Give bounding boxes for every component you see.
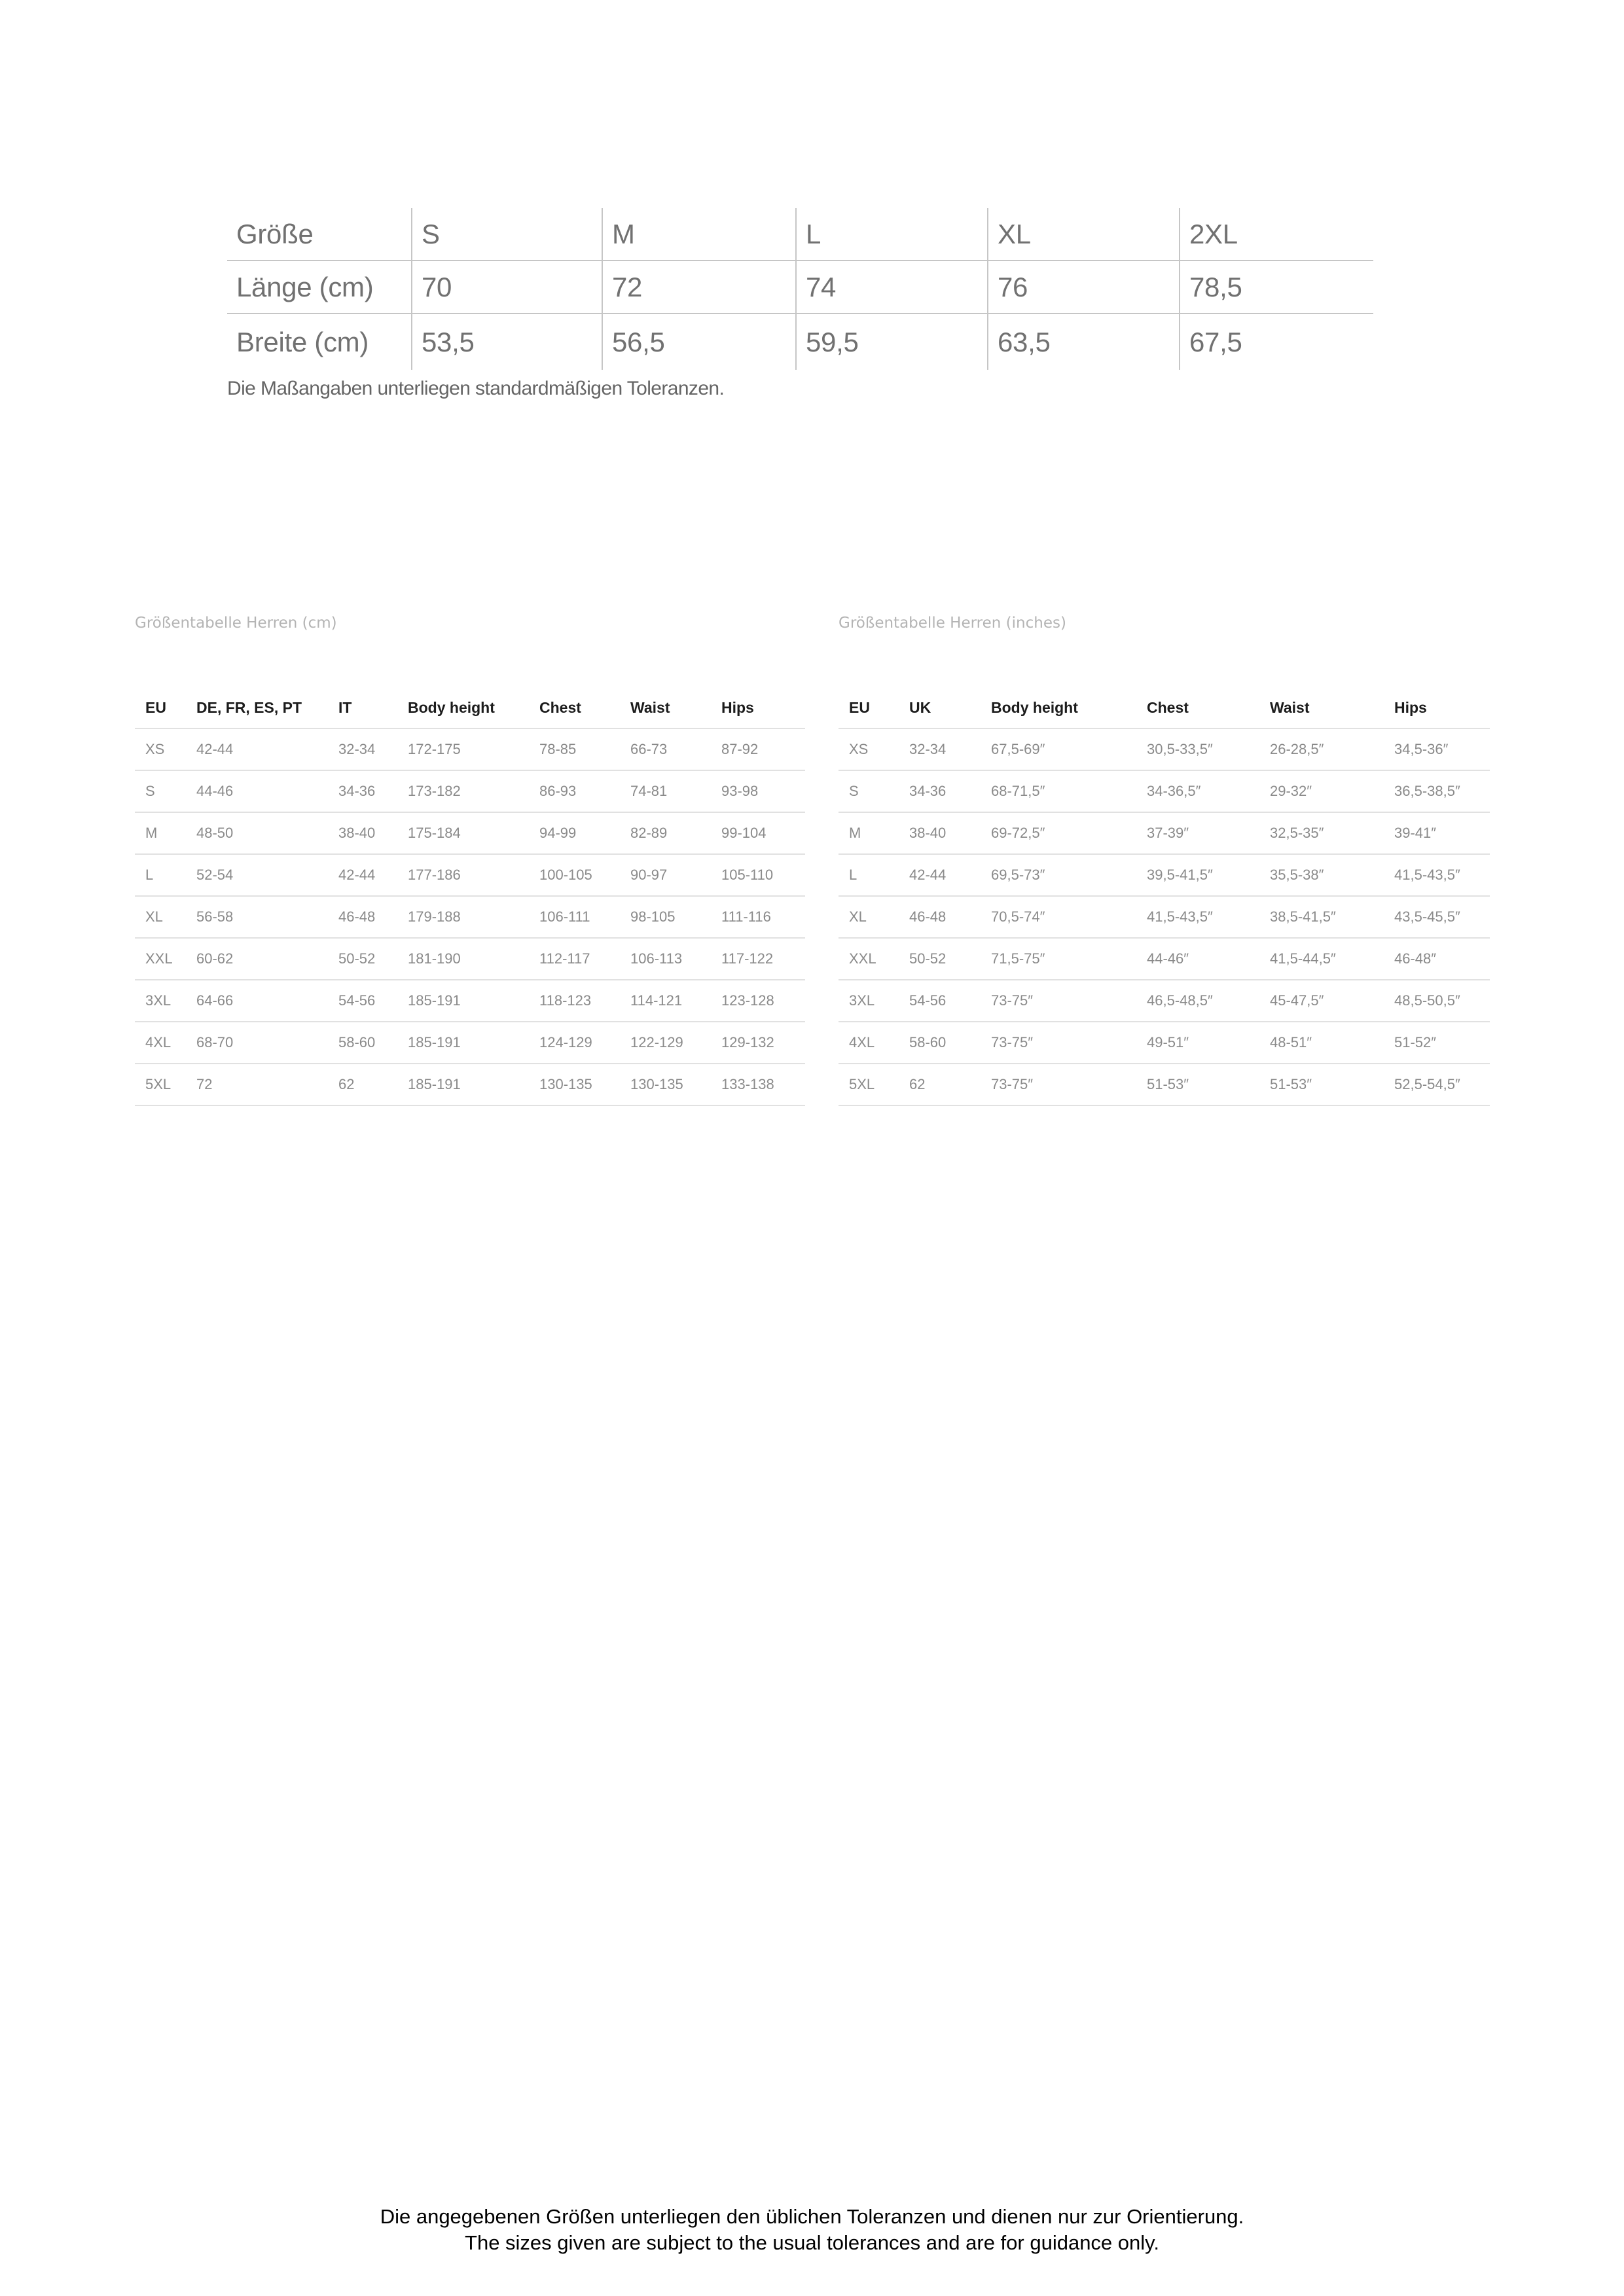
table-cell: 118-123 xyxy=(529,980,620,1022)
column-header: Hips xyxy=(711,688,805,728)
table-cell: 52,5-54,5″ xyxy=(1384,1064,1490,1105)
table-cell: 73-75″ xyxy=(981,1022,1136,1064)
table-cell: 34-36 xyxy=(328,770,397,812)
column-header: DE, FR, ES, PT xyxy=(186,688,328,728)
table-cell: 74-81 xyxy=(620,770,711,812)
table-cell: 34-36,5″ xyxy=(1136,770,1259,812)
table-cell: 48-50 xyxy=(186,812,328,854)
table-cell: 67,5-69″ xyxy=(981,728,1136,770)
value-cell: 72 xyxy=(602,260,796,314)
table-cell: 94-99 xyxy=(529,812,620,854)
table-cell: 124-129 xyxy=(529,1022,620,1064)
table-cell: 29-32″ xyxy=(1259,770,1384,812)
table-cell: 52-54 xyxy=(186,854,328,896)
table-cell: 64-66 xyxy=(186,980,328,1022)
table-cell: 129-132 xyxy=(711,1022,805,1064)
column-header: Waist xyxy=(1259,688,1384,728)
table-cell: 62 xyxy=(328,1064,397,1105)
size-label-cell: XS xyxy=(839,728,899,770)
table-cell: 39,5-41,5″ xyxy=(1136,854,1259,896)
size-cell: 2XL xyxy=(1180,208,1373,260)
table-cell: 46-48 xyxy=(328,896,397,938)
size-label-cell: 5XL xyxy=(135,1064,186,1105)
size-cell: M xyxy=(602,208,796,260)
table-cell: 106-111 xyxy=(529,896,620,938)
table-cell: 181-190 xyxy=(397,938,529,980)
column-header: Body height xyxy=(397,688,529,728)
table-cell: 51-52″ xyxy=(1384,1022,1490,1064)
size-label-cell: XL xyxy=(135,896,186,938)
size-cell: L xyxy=(796,208,988,260)
table-cell: 38-40 xyxy=(899,812,981,854)
value-cell: 56,5 xyxy=(602,314,796,370)
table-cell: 58-60 xyxy=(328,1022,397,1064)
value-cell: 74 xyxy=(796,260,988,314)
row-label: Breite (cm) xyxy=(236,326,369,357)
table-cell: 87-92 xyxy=(711,728,805,770)
table-cell: 73-75″ xyxy=(981,1064,1136,1105)
column-header: UK xyxy=(899,688,981,728)
column-header: Waist xyxy=(620,688,711,728)
table-cell: 37-39″ xyxy=(1136,812,1259,854)
table-cell: 69,5-73″ xyxy=(981,854,1136,896)
row-label: Größe xyxy=(227,208,412,260)
table-cell: 46-48″ xyxy=(1384,938,1490,980)
size-label-cell: L xyxy=(839,854,899,896)
table-cell: 35,5-38″ xyxy=(1259,854,1384,896)
table-cell: 50-52 xyxy=(899,938,981,980)
table-cell: 39-41″ xyxy=(1384,812,1490,854)
column-header: Body height xyxy=(981,688,1136,728)
table-cell: 46,5-48,5″ xyxy=(1136,980,1259,1022)
table-cell: 122-129 xyxy=(620,1022,711,1064)
tolerance-note: Die Maßangaben unterliegen standardmäßigen Toleranzen. xyxy=(227,378,725,399)
table-cell: 32-34 xyxy=(899,728,981,770)
table-cell: 105-110 xyxy=(711,854,805,896)
value-cell: 78,5 xyxy=(1180,260,1373,314)
size-label-cell: 5XL xyxy=(839,1064,899,1105)
value-cell: 53,5 xyxy=(412,314,602,370)
table-cell: 42-44 xyxy=(328,854,397,896)
table-cell: 50-52 xyxy=(328,938,397,980)
table-cell: 51-53″ xyxy=(1259,1064,1384,1105)
size-label-cell: XXL xyxy=(839,938,899,980)
table-row xyxy=(135,812,805,854)
table-cell: 185-191 xyxy=(397,1022,529,1064)
table-cell: 30,5-33,5″ xyxy=(1136,728,1259,770)
table-cell: 38-40 xyxy=(328,812,397,854)
size-header-row xyxy=(227,208,1373,260)
table-row xyxy=(135,854,805,896)
column-header: Hips xyxy=(1384,688,1490,728)
table-cell: 56-58 xyxy=(186,896,328,938)
table-cell: 48,5-50,5″ xyxy=(1384,980,1490,1022)
value-cell: 76 xyxy=(988,260,1180,314)
table-cell: 123-128 xyxy=(711,980,805,1022)
size-label-cell: XXL xyxy=(135,938,186,980)
table-cell: 90-97 xyxy=(620,854,711,896)
table-cell: 93-98 xyxy=(711,770,805,812)
table-cell: 112-117 xyxy=(529,938,620,980)
table-cell: 42-44 xyxy=(899,854,981,896)
inch-size-table xyxy=(839,688,1490,1106)
table-cell: 62 xyxy=(899,1064,981,1105)
table-cell: 32,5-35″ xyxy=(1259,812,1384,854)
column-header: Chest xyxy=(529,688,620,728)
table-row xyxy=(135,980,805,1022)
size-label-cell: L xyxy=(135,854,186,896)
size-cell: XL xyxy=(988,208,1180,260)
table-row xyxy=(135,1064,805,1105)
table-cell: 71,5-75″ xyxy=(981,938,1136,980)
table-row xyxy=(135,1022,805,1064)
table-cell: 100-105 xyxy=(529,854,620,896)
cm-size-table xyxy=(135,688,805,1106)
page-footer xyxy=(0,2204,1624,2256)
table-cell: 173-182 xyxy=(397,770,529,812)
table-row xyxy=(135,938,805,980)
table-row xyxy=(839,1022,1490,1064)
table-cell: 60-62 xyxy=(186,938,328,980)
table-cell: 51-53″ xyxy=(1136,1064,1259,1105)
table-cell: 111-116 xyxy=(711,896,805,938)
table-cell: 185-191 xyxy=(397,1064,529,1105)
table-cell: 78-85 xyxy=(529,728,620,770)
table-cell: 43,5-45,5″ xyxy=(1384,896,1490,938)
size-label-cell: 3XL xyxy=(839,980,899,1022)
table-cell: 38,5-41,5″ xyxy=(1259,896,1384,938)
table-cell: 179-188 xyxy=(397,896,529,938)
table-cell: 69-72,5″ xyxy=(981,812,1136,854)
table-cell: 70,5-74″ xyxy=(981,896,1136,938)
table-cell: 49-51″ xyxy=(1136,1022,1259,1064)
table-cell: 72 xyxy=(186,1064,328,1105)
table-cell: 32-34 xyxy=(328,728,397,770)
table-cell: 34,5-36″ xyxy=(1384,728,1490,770)
table-cell: 42-44 xyxy=(186,728,328,770)
size-label-cell: S xyxy=(135,770,186,812)
cm-table-title: Größentabelle Herren (cm) xyxy=(135,615,337,632)
column-header: EU xyxy=(135,688,186,728)
table-row xyxy=(839,980,1490,1022)
table-cell: 172-175 xyxy=(397,728,529,770)
table-row xyxy=(839,896,1490,938)
table-cell: 133-138 xyxy=(711,1064,805,1105)
table-cell: 114-121 xyxy=(620,980,711,1022)
table-row xyxy=(839,728,1490,770)
table-cell: 98-105 xyxy=(620,896,711,938)
table-cell: 130-135 xyxy=(529,1064,620,1105)
table-cell: 34-36 xyxy=(899,770,981,812)
table-header-row xyxy=(839,688,1490,728)
size-label-cell: 4XL xyxy=(839,1022,899,1064)
table-cell: 41,5-44,5″ xyxy=(1259,938,1384,980)
footer-line-german: Die angegebenen Größen unterliegen den üblichen Toleranzen und dienen nur zur Orientierung. xyxy=(380,2205,1244,2228)
table-cell: 117-122 xyxy=(711,938,805,980)
column-header: Chest xyxy=(1136,688,1259,728)
table-cell: 26-28,5″ xyxy=(1259,728,1384,770)
size-label-cell: S xyxy=(839,770,899,812)
table-cell: 99-104 xyxy=(711,812,805,854)
table-header-row xyxy=(135,688,805,728)
table-cell: 41,5-43,5″ xyxy=(1136,896,1259,938)
table-cell: 177-186 xyxy=(397,854,529,896)
table-cell: 48-51″ xyxy=(1259,1022,1384,1064)
inch-table-title: Größentabelle Herren (inches) xyxy=(839,615,1066,632)
table-cell: 82-89 xyxy=(620,812,711,854)
column-header: EU xyxy=(839,688,899,728)
table-cell: 41,5-43,5″ xyxy=(1384,854,1490,896)
size-label-cell: XL xyxy=(839,896,899,938)
table-cell: 46-48 xyxy=(899,896,981,938)
table-cell: 185-191 xyxy=(397,980,529,1022)
table-cell: 106-113 xyxy=(620,938,711,980)
size-label-cell: 4XL xyxy=(135,1022,186,1064)
table-row xyxy=(839,938,1490,980)
table-cell: 44-46″ xyxy=(1136,938,1259,980)
table-cell: 54-56 xyxy=(899,980,981,1022)
table-row xyxy=(839,1064,1490,1105)
size-label-cell: M xyxy=(839,812,899,854)
length-row xyxy=(227,260,1373,314)
garment-measurement-table xyxy=(227,208,1373,370)
table-row xyxy=(135,728,805,770)
table-row xyxy=(839,770,1490,812)
width-row xyxy=(227,314,1373,370)
table-cell: 86-93 xyxy=(529,770,620,812)
size-cell: S xyxy=(412,208,602,260)
size-label-cell: 3XL xyxy=(135,980,186,1022)
table-cell: 73-75″ xyxy=(981,980,1136,1022)
table-cell: 36,5-38,5″ xyxy=(1384,770,1490,812)
table-cell: 58-60 xyxy=(899,1022,981,1064)
table-cell: 130-135 xyxy=(620,1064,711,1105)
table-cell: 66-73 xyxy=(620,728,711,770)
table-cell: 68-71,5″ xyxy=(981,770,1136,812)
column-header: IT xyxy=(328,688,397,728)
size-label-cell: XS xyxy=(135,728,186,770)
table-cell: 54-56 xyxy=(328,980,397,1022)
table-row xyxy=(135,896,805,938)
footer-line-english: The sizes given are subject to the usual tolerances and are for guidance only. xyxy=(465,2231,1159,2254)
size-label-cell: M xyxy=(135,812,186,854)
table-cell: 68-70 xyxy=(186,1022,328,1064)
table-cell: 44-46 xyxy=(186,770,328,812)
value-cell: 63,5 xyxy=(988,314,1180,370)
table-body xyxy=(839,728,1490,1105)
table-cell: 45-47,5″ xyxy=(1259,980,1384,1022)
value-cell: 59,5 xyxy=(796,314,988,370)
table-cell: 175-184 xyxy=(397,812,529,854)
value-cell: 70 xyxy=(412,260,602,314)
table-body xyxy=(135,728,805,1105)
value-cell: 67,5 xyxy=(1180,314,1373,370)
table-row xyxy=(135,770,805,812)
table-row xyxy=(839,854,1490,896)
table-row xyxy=(839,812,1490,854)
row-label: Länge (cm) xyxy=(227,260,412,314)
